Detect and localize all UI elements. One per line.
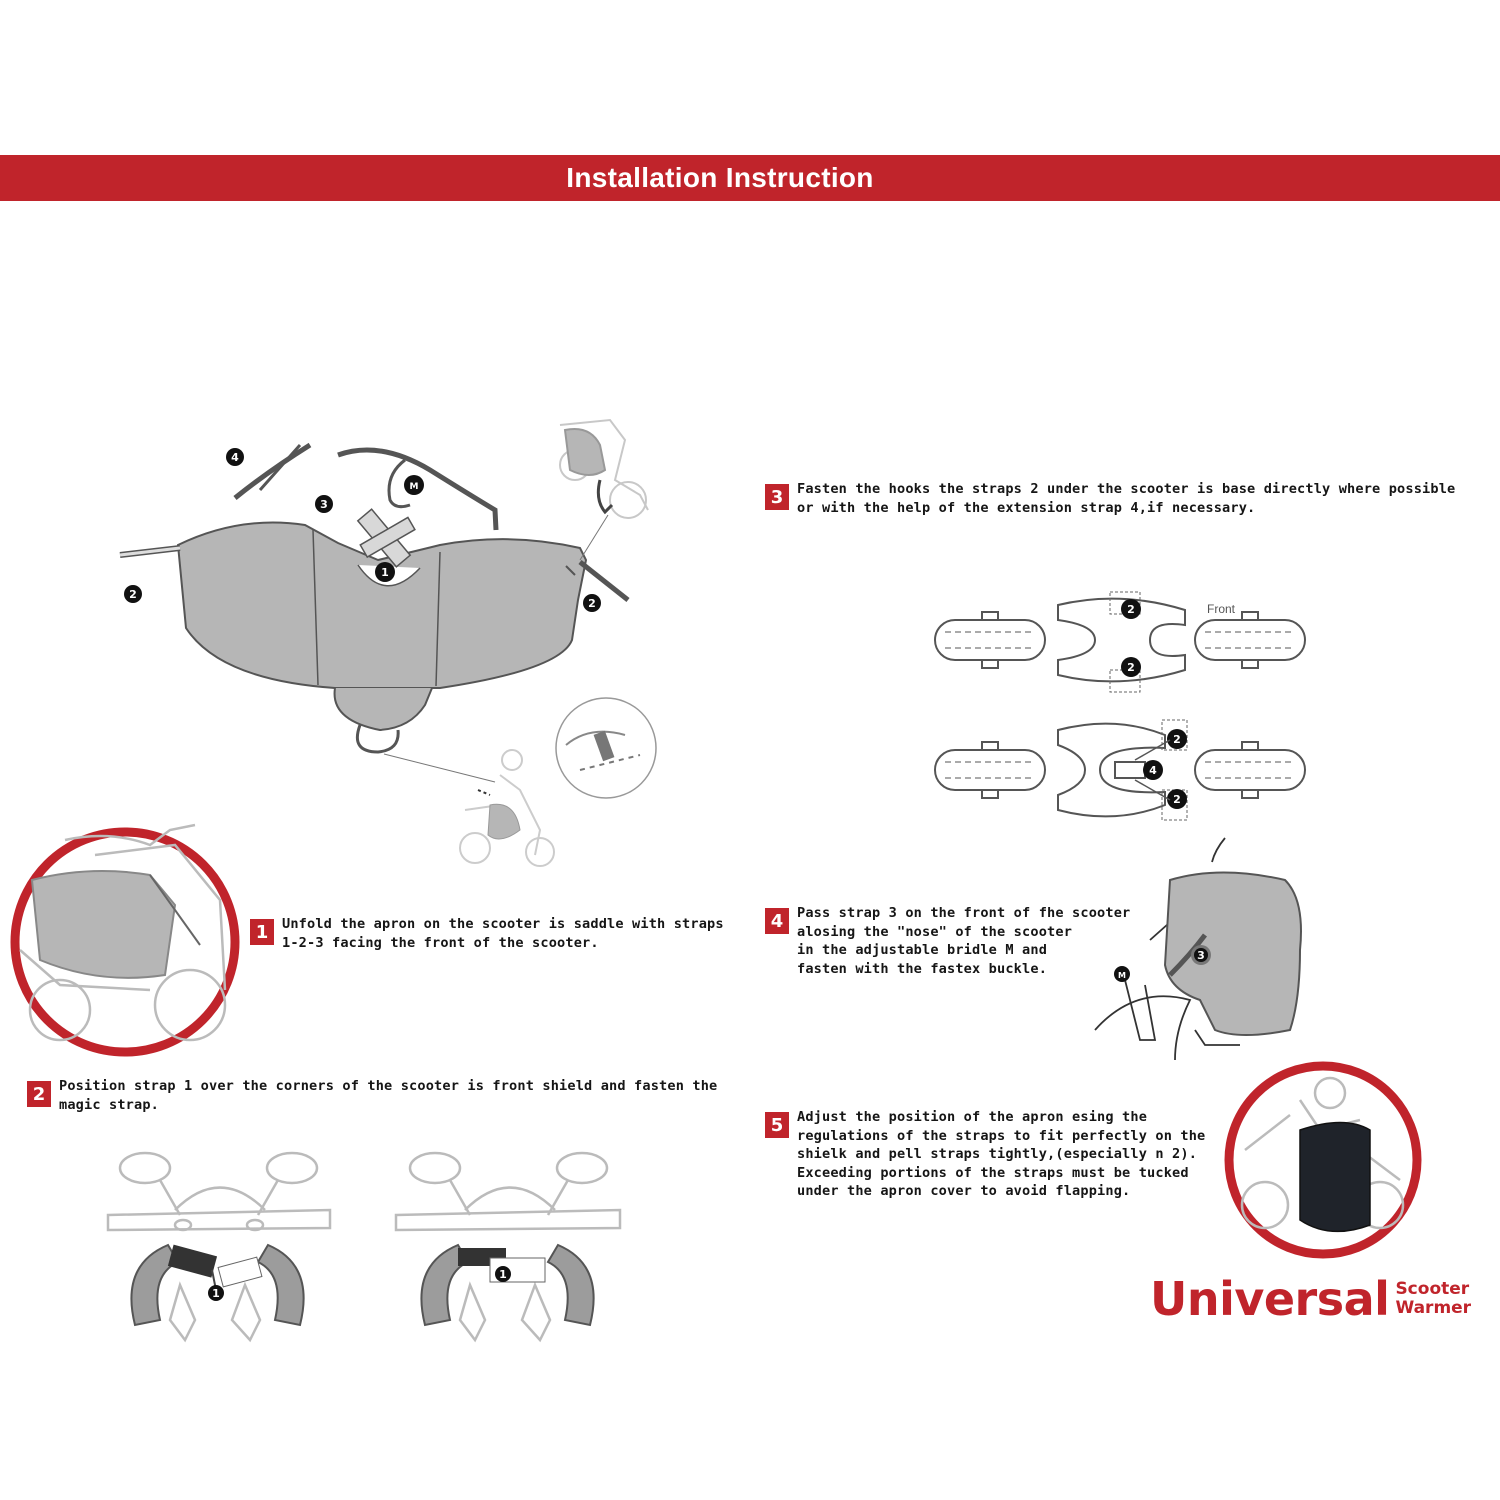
- label-strap-1-right-bar: 1: [499, 1268, 507, 1281]
- brand-logo: [1150, 1272, 1471, 1326]
- label-strap-4: 4: [231, 451, 239, 464]
- label-strap-1-left-bar: 1: [212, 1287, 220, 1300]
- step-3-badge: 3: [765, 484, 789, 510]
- logo-main-text: Universal: [1150, 1272, 1390, 1326]
- label-strap-3-front: 3: [1197, 949, 1205, 962]
- label-strap-2-b: 2: [1127, 661, 1135, 674]
- step-4-badge: 4: [765, 908, 789, 934]
- step-5-badge: 5: [765, 1112, 789, 1138]
- label-bridle-m: M: [409, 482, 419, 492]
- step-2-text: Position strap 1 over the corners of the scooter is front shield and fasten the magic strap.: [59, 1078, 718, 1113]
- label-front: Front: [1207, 602, 1236, 616]
- step-5-text: Adjust the position of the apron esing the regulations of the straps to fit perfectly on the shielk and pell straps tightly,(especially n 2). Exceeding portions of the straps must be tucked under the apron cover to avoid flapping.: [797, 1109, 1206, 1200]
- label-strap-2-left: 2: [129, 588, 137, 601]
- label-strap-4-ext: 4: [1149, 764, 1157, 777]
- logo-side-text: [1395, 1280, 1471, 1318]
- step-1-text: Unfold the apron on the scooter is saddle with straps 1-2-3 facing the front of the scooter.: [282, 916, 724, 951]
- label-strap-3: 3: [320, 498, 328, 511]
- label-strap-2-right: 2: [588, 597, 596, 610]
- page-title: Installation Instruction: [566, 162, 874, 193]
- step-4-text: Pass strap 3 on the front of fhe scooter alosing the "nose" of the scooter in the adjustable bridle M and fasten with the fastex buckle.: [797, 905, 1131, 977]
- label-bridle-m-front: M: [1118, 971, 1126, 980]
- step-3-text: Fasten the hooks the straps 2 under the scooter is base directly where possible or with the help of the extension strap 4,if necessary.: [797, 481, 1456, 516]
- label-strap-2-a: 2: [1127, 603, 1135, 616]
- label-strap-1: 1: [381, 566, 389, 579]
- step-1-badge: 1: [250, 919, 274, 945]
- logo-line-1: Scooter: [1395, 1279, 1470, 1299]
- label-strap-2-c: 2: [1173, 733, 1181, 746]
- label-strap-2-d: 2: [1173, 793, 1181, 806]
- logo-line-2: Warmer: [1395, 1298, 1472, 1318]
- step-2-badge: 2: [27, 1081, 51, 1107]
